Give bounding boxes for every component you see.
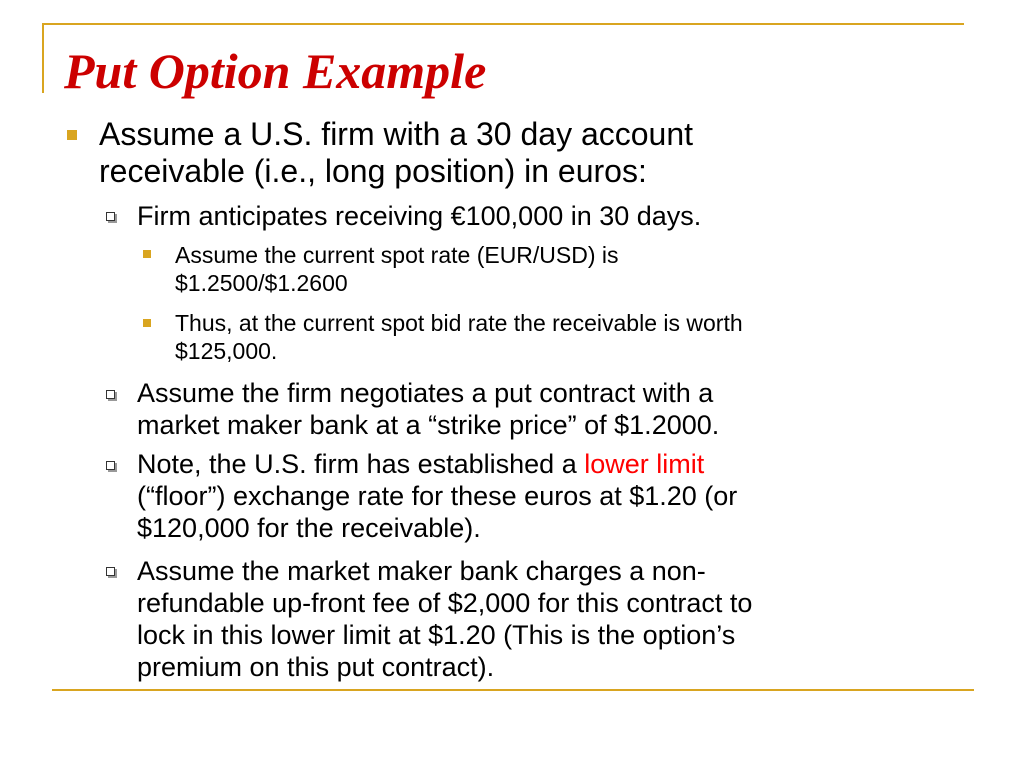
- bullet-hollow-square-icon: [106, 212, 115, 221]
- bullet-line: premium on this put contract).: [137, 652, 495, 682]
- bullet-receivable-worth: [175, 309, 743, 365]
- bullet-line: $125,000.: [175, 338, 278, 364]
- left-rule: [42, 23, 44, 93]
- bullet-line: $120,000 for the receivable).: [137, 513, 481, 543]
- bullet-line: lock in this lower limit at $1.20 (This is the option’s: [137, 620, 736, 650]
- slide-title: Put Option Example: [64, 43, 487, 99]
- bullet-line: market maker bank at a “strike price” of $1.2000.: [137, 410, 720, 440]
- bullet-line: refundable up-front fee of $2,000 for this contract to: [137, 588, 753, 618]
- bullet-line: receivable (i.e., long position) in euros:: [99, 153, 647, 189]
- bullet-square-icon: [67, 130, 77, 140]
- bullet-line-text: Note, the U.S. firm has established a: [137, 449, 585, 479]
- bullet-firm-anticipates: [137, 200, 701, 232]
- bullet-spot-rate: [175, 241, 619, 297]
- bullet-assume-firm: [99, 116, 693, 190]
- bullet-line: Assume the market maker bank charges a non-: [137, 556, 706, 586]
- bullet-hollow-square-icon: [106, 567, 115, 576]
- bullet-lower-limit-note: [137, 448, 737, 544]
- bullet-square-icon: [143, 319, 151, 327]
- bullet-line: Thus, at the current spot bid rate the receivable is worth: [175, 310, 743, 336]
- bullet-line: Firm anticipates receiving €100,000 in 30 days.: [137, 201, 702, 231]
- bottom-rule: [52, 689, 974, 691]
- lower-limit-highlight: lower limit: [584, 449, 705, 479]
- bullet-hollow-square-icon: [106, 461, 115, 470]
- bullet-hollow-square-icon: [106, 390, 115, 399]
- bullet-line: [137, 448, 737, 480]
- top-rule: [42, 23, 964, 25]
- bullet-line: Assume a U.S. firm with a 30 day account: [99, 116, 694, 152]
- bullet-line: $1.2500/$1.2600: [175, 270, 348, 296]
- bullet-put-contract: [137, 377, 719, 441]
- bullet-square-icon: [143, 250, 151, 258]
- bullet-line: Assume the firm negotiates a put contract with a: [137, 378, 714, 408]
- bullet-line: (“floor”) exchange rate for these euros at $1.20 (or: [137, 481, 738, 511]
- bullet-upfront-fee: [137, 555, 752, 683]
- bullet-line: Assume the current spot rate (EUR/USD) is: [175, 242, 619, 268]
